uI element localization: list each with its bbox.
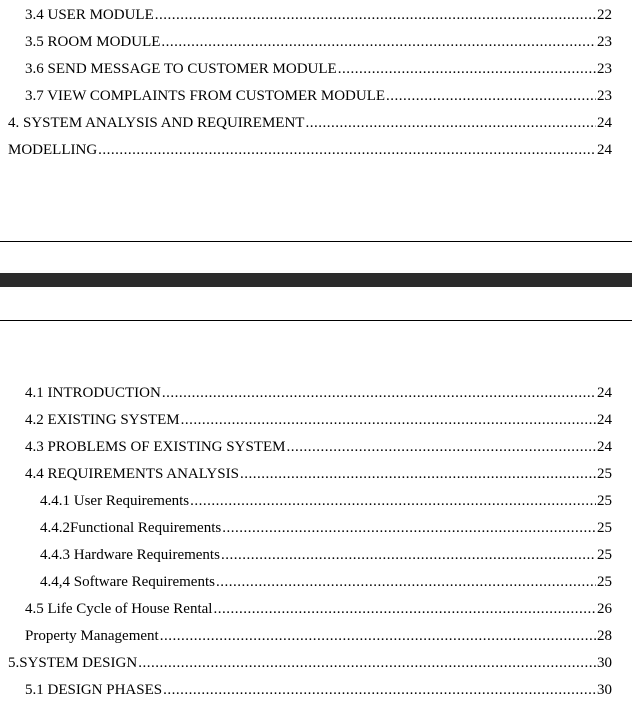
toc-page-top — [0, 2, 632, 164]
toc-entry-label: 3.6 SEND MESSAGE TO CUSTOMER MODULE — [25, 61, 337, 77]
toc-entry-label: 4.2 EXISTING SYSTEM — [25, 412, 180, 428]
toc-entry-page: 24 — [597, 115, 612, 131]
toc-entry — [0, 29, 632, 56]
toc-dot-leader — [286, 434, 596, 461]
toc-entry — [0, 2, 632, 29]
toc-entry-page: 23 — [597, 34, 612, 50]
toc-entry-page: 25 — [597, 520, 612, 536]
toc-dot-leader — [305, 110, 596, 137]
toc-entry — [0, 596, 632, 623]
toc-entry-label: MODELLING — [8, 142, 98, 158]
toc-entry-label: 4.4.1 User Requirements — [40, 493, 190, 509]
toc-dot-leader — [386, 83, 596, 110]
toc-dot-leader — [138, 650, 596, 677]
toc-page-bottom — [0, 380, 632, 704]
toc-entry — [0, 380, 632, 407]
toc-entry-label: 4.5 Life Cycle of House Rental — [25, 601, 213, 617]
toc-entry-label: 3.5 ROOM MODULE — [25, 34, 161, 50]
toc-entry-label: 5.1 DESIGN PHASES — [25, 682, 163, 698]
toc-entry-page: 25 — [597, 574, 612, 590]
toc-entry-page: 24 — [597, 142, 612, 158]
toc-entry-label: 4.3 PROBLEMS OF EXISTING SYSTEM — [25, 439, 286, 455]
toc-dot-leader — [216, 569, 596, 596]
toc-entry-page: 30 — [597, 655, 612, 671]
toc-entry — [0, 56, 632, 83]
toc-entry — [0, 515, 632, 542]
toc-entry-page: 24 — [597, 385, 612, 401]
toc-entry-page: 25 — [597, 493, 612, 509]
toc-entry-page: 25 — [597, 466, 612, 482]
toc-entry — [0, 461, 632, 488]
toc-entry-label: 3.7 VIEW COMPLAINTS FROM CUSTOMER MODULE — [25, 88, 386, 104]
toc-dot-leader — [98, 137, 596, 164]
toc-entry-label: 4.1 INTRODUCTION — [25, 385, 161, 401]
toc-entry-page: 23 — [597, 61, 612, 77]
toc-entry-page: 22 — [597, 7, 612, 23]
toc-dot-leader — [161, 29, 596, 56]
toc-entry — [0, 434, 632, 461]
toc-entry-page: 30 — [597, 682, 612, 698]
toc-entry-page: 23 — [597, 88, 612, 104]
toc-entry-label: 4.4,4 Software Requirements — [40, 574, 215, 590]
toc-entry-label: 4.4.2Functional Requirements — [40, 520, 222, 536]
toc-dot-leader — [213, 596, 596, 623]
toc-dot-leader — [160, 623, 596, 650]
toc-entry-label: 4.4.3 Hardware Requirements — [40, 547, 220, 563]
toc-dot-leader — [190, 488, 596, 515]
toc-entry — [0, 488, 632, 515]
toc-dot-leader — [222, 515, 596, 542]
toc-entry — [0, 137, 632, 164]
page-top-edge — [0, 320, 632, 321]
toc-dot-leader — [221, 542, 596, 569]
toc-entry-page: 25 — [597, 547, 612, 563]
toc-entry-page: 28 — [597, 628, 612, 644]
toc-entry — [0, 569, 632, 596]
toc-entry — [0, 623, 632, 650]
toc-entry — [0, 83, 632, 110]
toc-dot-leader — [163, 677, 596, 704]
toc-entry-label: Property Management — [25, 628, 159, 644]
toc-dot-leader — [162, 380, 596, 407]
toc-entry-label: 3.4 USER MODULE — [25, 7, 154, 23]
toc-dot-leader — [338, 56, 596, 83]
toc-entry-page: 24 — [597, 412, 612, 428]
toc-entry-page: 24 — [597, 439, 612, 455]
toc-entry-label: 5.SYSTEM DESIGN — [8, 655, 138, 671]
page-bottom-edge — [0, 241, 632, 242]
toc-entry — [0, 542, 632, 569]
toc-dot-leader — [155, 2, 596, 29]
toc-entry — [0, 677, 632, 704]
toc-entry-label: 4.4 REQUIREMENTS ANALYSIS — [25, 466, 239, 482]
page-gap-bar — [0, 273, 632, 287]
toc-dot-leader — [240, 461, 596, 488]
toc-dot-leader — [181, 407, 596, 434]
toc-entry-page: 26 — [597, 601, 612, 617]
page-break — [0, 241, 632, 321]
toc-entry — [0, 110, 632, 137]
toc-entry — [0, 650, 632, 677]
toc-entry — [0, 407, 632, 434]
toc-entry-label: 4. SYSTEM ANALYSIS AND REQUIREMENT — [8, 115, 305, 131]
